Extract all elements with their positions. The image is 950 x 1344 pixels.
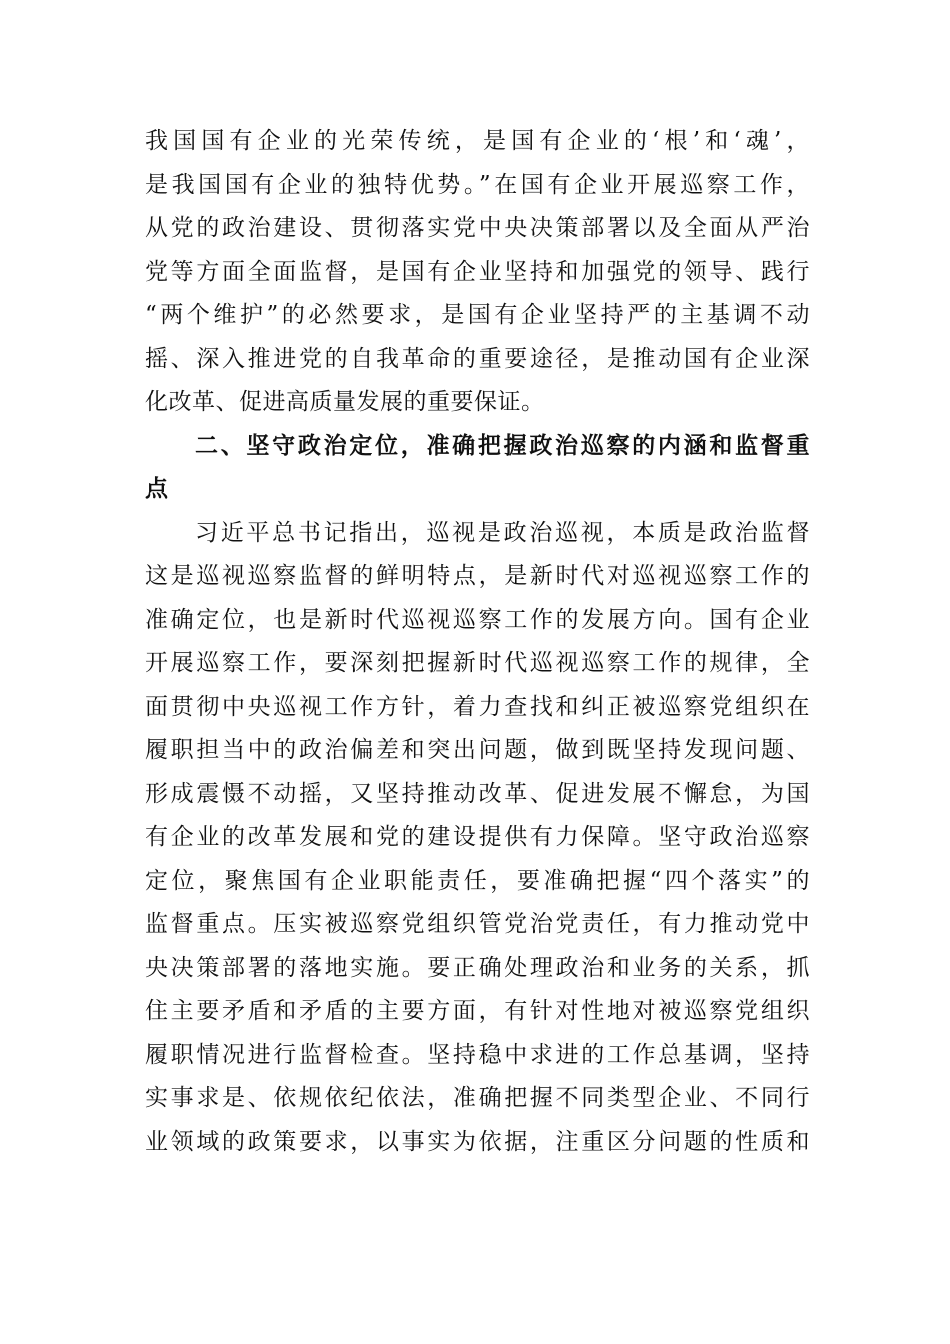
text-line: 履职担当中的政治偏差和突出问题，做到既坚持发现问题、 [145, 737, 810, 763]
text-line: 央决策部署的落地实施。要正确处理政治和业务的关系，抓 [145, 954, 810, 981]
text-line: 这是巡视巡察监督的鲜明特点，是新时代对巡视巡察工作的 [145, 563, 810, 589]
text-line: 是我国国有企业的独特优势。”在国有企业开展巡察工作， [145, 171, 810, 198]
text-line: 开展巡察工作，要深刻把握新时代巡视巡察工作的规律，全 [145, 650, 810, 676]
heading-line: 点 [145, 476, 169, 502]
text-line: 我国国有企业的光荣传统，是国有企业的‘根’和‘魂’， [145, 128, 810, 154]
text-line: “两个维护”的必然要求，是国有企业坚持严的主基调不动 [145, 302, 810, 328]
heading-line: 二、坚守政治定位，准确把握政治巡察的内涵和监督重 [195, 432, 810, 459]
text-line: 住主要矛盾和矛盾的主要方面，有针对性地对被巡察党组织 [145, 998, 810, 1024]
text-line: 化改革、促进高质量发展的重要保证。 [145, 389, 545, 415]
text-line: 形成震慑不动摇，又坚持推动改革、促进发展不懈怠，为国 [145, 780, 810, 807]
text-line: 实事求是、依规依纪依法，准确把握不同类型企业、不同行 [145, 1085, 810, 1111]
text-line: 党等方面全面监督，是国有企业坚持和加强党的领导、践行 [145, 258, 810, 285]
text-line: 监督重点。压实被巡察党组织管党治党责任，有力推动党中 [145, 911, 810, 937]
text-line: 习近平总书记指出，巡视是政治巡视，本质是政治监督 [195, 519, 810, 546]
paragraph-1 [145, 120, 810, 425]
text-line: 准确定位，也是新时代巡视巡察工作的发展方向。国有企业 [145, 606, 810, 633]
text-line: 业领域的政策要求，以事实为依据，注重区分问题的性质和 [145, 1128, 810, 1155]
text-line: 摇、深入推进党的自我革命的重要途径，是推动国有企业深 [145, 345, 810, 372]
text-line: 定位，聚焦国有企业职能责任，要准确把握“四个落实”的 [145, 867, 810, 894]
text-line: 从党的政治建设、贯彻落实党中央决策部署以及全面从严治 [145, 215, 810, 241]
text-line: 有企业的改革发展和党的建设提供有力保障。坚守政治巡察 [145, 824, 810, 850]
paragraph-2 [145, 512, 810, 1165]
text-line: 面贯彻中央巡视工作方针，着力查找和纠正被巡察党组织在 [145, 693, 810, 720]
text-line: 履职情况进行监督检查。坚持稳中求进的工作总基调，坚持 [145, 1041, 810, 1068]
document-page [145, 120, 810, 1164]
section-heading-2 [145, 425, 810, 512]
